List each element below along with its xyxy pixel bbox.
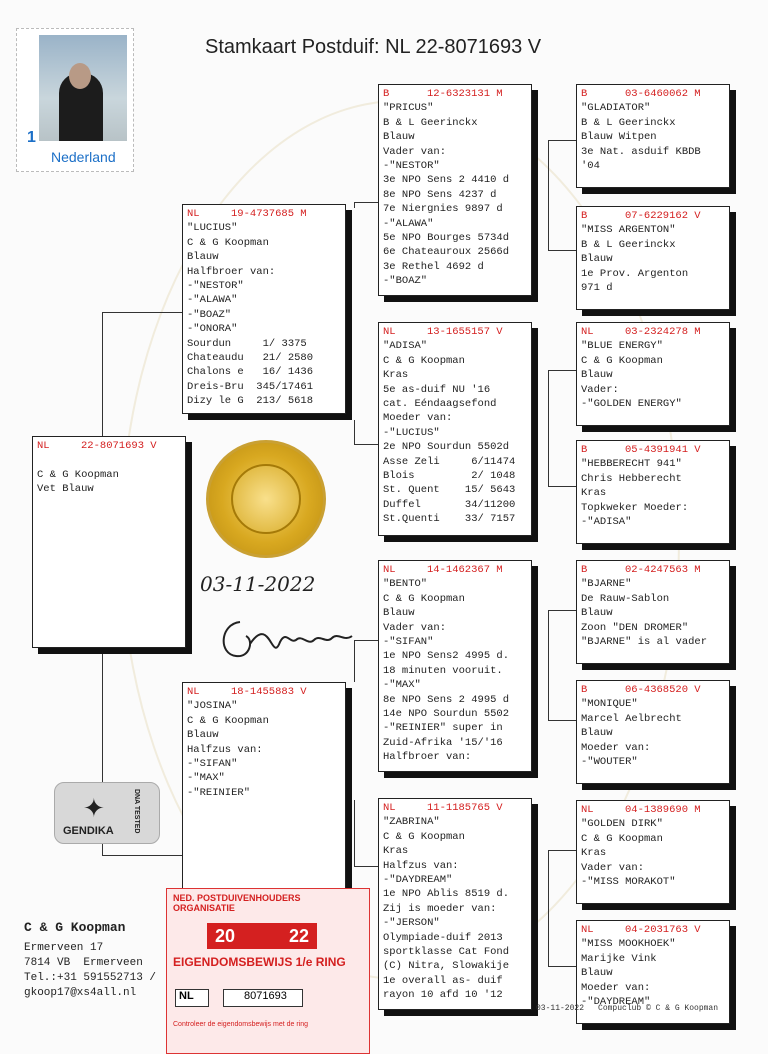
card-line: -"BOAZ" (383, 275, 428, 288)
card-line: -"ALAWA" (383, 217, 434, 230)
card-ring-number: 04-1389690 M (625, 804, 701, 816)
card-header (383, 563, 527, 577)
pedigree-card-fm (378, 322, 532, 536)
card-line: -"WOUTER" (581, 756, 638, 769)
card-ring-number: 22-8071693 V (81, 440, 157, 452)
card-header (581, 683, 725, 697)
card-ring-number: 12-6323131 M (427, 88, 503, 100)
card-country: NL (187, 686, 200, 698)
card-country: B (581, 210, 588, 222)
card-line: Vader van: (383, 621, 447, 634)
card-header (581, 87, 725, 101)
connector-line (548, 610, 549, 720)
card-line: Topkweker Moeder: (581, 501, 689, 514)
certificate-title: EIGENDOMSBEWIJS 1/e RING (173, 955, 346, 969)
card-line: "BJARNE" is al vader (581, 636, 708, 649)
certificate-year (207, 923, 317, 949)
card-line: -"ONORA" (187, 323, 238, 336)
card-line: C & G Koopman (187, 236, 269, 249)
card-ring-number: 18-1455883 V (231, 686, 307, 698)
certificate-country: NL (175, 989, 209, 1007)
ownership-certificate (166, 888, 370, 1054)
card-line: C & G Koopman (383, 830, 465, 843)
card-line: 14e NPO Sourdun 5502 (383, 708, 510, 721)
postage-stamp (16, 28, 134, 172)
connector-line (354, 420, 355, 444)
card-line: "HEBBERECHT 941" (581, 458, 682, 471)
card-header (581, 325, 725, 339)
owner-block (24, 920, 156, 1001)
card-line: "BLUE ENERGY" (581, 340, 663, 353)
footer-credit: Compuclub © C & G Koopman (598, 1004, 719, 1013)
card-header (581, 443, 725, 457)
card-ring-number: 14-1462367 M (427, 564, 503, 576)
card-line: Blauw (383, 131, 415, 144)
card-line: -"SIFAN" (383, 636, 434, 649)
card-line: -"MAX" (187, 772, 225, 785)
card-line: St.Quenti 33/ 7157 (383, 513, 516, 526)
card-line: C & G Koopman (187, 714, 269, 727)
card-ring-number: 04-2031763 V (625, 924, 701, 936)
card-line: Halfzus van: (383, 859, 459, 872)
connector-line (548, 850, 576, 851)
card-line: B & L Geerinckx (383, 116, 478, 129)
footer (536, 1004, 718, 1013)
card-header (581, 209, 725, 223)
card-line: Zij is moeder van: (383, 902, 497, 915)
card-line: 1e NPO Ablis 8519 d. (383, 888, 510, 901)
card-line: "GLADIATOR" (581, 102, 651, 115)
card-line: C & G Koopman (383, 592, 465, 605)
card-line: -"REINIER" (187, 786, 251, 799)
card-line: rayon 10 afd 10 '12 (383, 989, 503, 1002)
card-line: 6e Chateauroux 2566d (383, 246, 510, 259)
card-ring-number: 03-2324278 M (625, 326, 701, 338)
card-country: B (581, 444, 588, 456)
card-line: "ADISA" (383, 340, 428, 353)
card-line: Sourdun 1/ 3375 (187, 337, 307, 350)
year-right: 22 (288, 925, 309, 946)
card-line: 8e NPO Sens 2 4995 d (383, 693, 510, 706)
connector-line (548, 370, 576, 371)
card-line: 7e Niergnies 9897 d (383, 203, 503, 216)
owner-address-line: gkoop17@xs4all.nl (24, 987, 137, 999)
card-line: Moeder van: (383, 412, 453, 425)
card-header (37, 439, 181, 453)
connector-line (548, 140, 576, 141)
card-country: B (581, 88, 588, 100)
card-line: Kras (581, 847, 607, 860)
card-country: NL (383, 802, 396, 814)
card-line: Blauw (581, 369, 613, 382)
owner-address (24, 941, 156, 1001)
certificate-note: Controleer de eigendomsbewijs met de ring (173, 1021, 309, 1028)
card-line: 5e as-duif NU '16 (383, 383, 491, 396)
card-line: Vader van: (383, 145, 447, 158)
owner-address-line: Tel.:+31 591552713 / (24, 972, 157, 984)
card-line: 1e NPO Sens2 4995 d. (383, 650, 510, 663)
card-line: Dreis-Bru 345/17461 (187, 380, 314, 393)
card-line (37, 453, 181, 467)
pedigree-card-fff (576, 84, 730, 188)
card-line: -"DAYDREAM" (383, 874, 453, 887)
stamp-country: Nederland (51, 149, 116, 165)
card-line: 1e Prov. Argenton (581, 267, 689, 280)
connector-line (354, 866, 378, 867)
card-line: -"LUCIUS" (383, 426, 440, 439)
card-line: -"SIFAN" (187, 758, 238, 771)
card-line: -"NESTOR" (383, 160, 440, 173)
card-line: B & L Geerinckx (581, 116, 676, 129)
dna-tested-badge (54, 782, 160, 844)
dna-label: DNA TESTED (133, 789, 140, 834)
connector-line (548, 610, 576, 611)
connector-line (354, 444, 378, 445)
pedigree-card-mother (182, 682, 346, 890)
card-ring-number: 05-4391941 V (625, 444, 701, 456)
card-line: "BJARNE" (581, 578, 632, 591)
card-line: Olympiade-duif 2013 (383, 931, 503, 944)
card-line: -"MISS MORAKOT" (581, 876, 676, 889)
card-line: -"DAYDREAM" (581, 996, 651, 1009)
card-line: -"NESTOR" (187, 280, 244, 293)
card-line: 5e NPO Bourges 5734d (383, 232, 510, 245)
card-line: Halfbroer van: (187, 265, 276, 278)
connector-line (548, 966, 576, 967)
card-country: B (581, 564, 588, 576)
connector-line (102, 312, 103, 438)
card-line: Marcel Aelbrecht (581, 712, 682, 725)
card-country: NL (383, 564, 396, 576)
year-left: 20 (215, 925, 236, 946)
card-line: "MISS ARGENTON" (581, 224, 676, 237)
card-ring-number: 13-1655157 V (427, 326, 503, 338)
connector-line (548, 720, 576, 721)
card-line: 3e NPO Sens 2 4410 d (383, 174, 510, 187)
card-line: B & L Geerinckx (581, 238, 676, 251)
connector-line (548, 850, 549, 966)
pedigree-card-mfm (576, 680, 730, 784)
card-line: Duffel 34/11200 (383, 498, 516, 511)
owner-name: C & G Koopman (24, 920, 126, 935)
card-line: "LUCIUS" (187, 222, 238, 235)
footer-date: 03-11-2022 (536, 1004, 585, 1013)
stamp-photo (39, 35, 127, 141)
card-header (187, 685, 341, 699)
card-line: 3e Nat. asduif KBDB (581, 145, 701, 158)
card-ring-number: 02-4247563 M (625, 564, 701, 576)
card-line: Vader: (581, 383, 619, 396)
card-country: NL (383, 326, 396, 338)
pedigree-card-mm (378, 798, 532, 1010)
card-line: Blauw (187, 729, 219, 742)
card-line: "BENTO" (383, 578, 428, 591)
card-line: -"ADISA" (581, 516, 632, 529)
card-header (383, 87, 527, 101)
card-line: Asse Zeli 6/11474 (383, 455, 516, 468)
stamp-value: 1 (27, 129, 36, 146)
card-line: Blauw (187, 251, 219, 264)
card-header (187, 207, 341, 221)
card-line: 18 minuten vooruit. (383, 664, 503, 677)
card-line: Blauw (581, 967, 613, 980)
card-line: Zuid-Afrika '15/'16 (383, 736, 503, 749)
card-line: Dizy le G 213/ 5618 (187, 395, 314, 408)
card-line: C & G Koopman (37, 468, 119, 481)
card-line: Halfbroer van: (383, 751, 472, 764)
card-line: -"JERSON" (383, 917, 440, 930)
card-line: sportklasse Cat Fond (383, 946, 510, 959)
pedigree-card-mmf (576, 800, 730, 904)
card-ring-number: 11-1185765 V (427, 802, 503, 814)
card-line: Blauw Witpen (581, 131, 657, 144)
card-line: Blois 2/ 1048 (383, 470, 516, 483)
card-line: '04 (581, 160, 600, 173)
card-line: C & G Koopman (581, 354, 663, 367)
card-line: Chris Hebberecht (581, 472, 682, 485)
card-line: 2e NPO Sourdun 5502d (383, 441, 510, 454)
card-ring-number: 07-6229162 V (625, 210, 701, 222)
card-line: Zoon "DEN DROMER" (581, 621, 689, 634)
card-line: Kras (383, 369, 409, 382)
card-line: Vet Blauw (37, 483, 94, 496)
card-line: -"BOAZ" (187, 308, 232, 321)
card-line: Blauw (581, 727, 613, 740)
card-line: 971 d (581, 282, 613, 295)
pedigree-card-mf (378, 560, 532, 772)
bird-icon: ✦ (83, 793, 105, 823)
card-line: St. Quent 15/ 5643 (383, 484, 516, 497)
card-header (581, 923, 725, 937)
connector-line (548, 486, 576, 487)
card-line: -"ALAWA" (187, 294, 238, 307)
card-line: "JOSINA" (187, 700, 238, 713)
connector-line (354, 202, 378, 203)
card-line: 8e NPO Sens 4237 d (383, 188, 497, 201)
card-country: NL (187, 208, 200, 220)
pedigree-card-fmm (576, 440, 730, 544)
card-header (383, 801, 527, 815)
card-header (581, 563, 725, 577)
card-line: -"GOLDEN ENERGY" (581, 398, 682, 411)
pedigree-card-ffm (576, 206, 730, 310)
connector-line (548, 250, 576, 251)
card-line: "MISS MOOKHOEK" (581, 938, 676, 951)
card-ring-number: 06-4368520 V (625, 684, 701, 696)
connector-line (354, 800, 355, 866)
handwritten-date: 03-11-2022 (200, 572, 316, 596)
page-title: Stamkaart Postduif: NL 22-8071693 V (205, 36, 542, 58)
certificate-org: NED. POSTDUIVENHOUDERS ORGANISATIE (173, 893, 301, 913)
card-line: Blauw (581, 253, 613, 266)
card-line: Halfzus van: (187, 743, 263, 756)
card-line: Kras (383, 845, 409, 858)
card-line: Vader van: (581, 861, 645, 874)
card-line: De Rauw-Sablon (581, 592, 670, 605)
signature (210, 604, 370, 668)
card-line: C & G Koopman (383, 354, 465, 367)
gold-seal (206, 440, 326, 558)
card-line: 3e Rethel 4692 d (383, 260, 484, 273)
card-line: (C) Nitra, Slowakije (383, 960, 510, 973)
pedigree-card-father (182, 204, 346, 414)
owner-address-line: 7814 VB Ermerveen (24, 957, 143, 969)
pedigree-card-fmf (576, 322, 730, 426)
owner-address-line: Ermerveen 17 (24, 942, 104, 954)
card-line: C & G Koopman (581, 832, 663, 845)
card-country: NL (581, 804, 594, 816)
connector-line (548, 370, 549, 486)
card-line: -"MAX" (383, 679, 421, 692)
card-line: "GOLDEN DIRK" (581, 818, 663, 831)
card-country: NL (581, 326, 594, 338)
pedigree-card-subject (32, 436, 186, 648)
connector-line (548, 140, 549, 250)
card-line: Marijke Vink (581, 952, 657, 965)
card-country: NL (581, 924, 594, 936)
connector-line (102, 855, 182, 856)
card-line: Moeder van: (581, 981, 651, 994)
card-line: 1e overall as- duif (383, 974, 503, 987)
card-line: -"REINIER" super in (383, 722, 503, 735)
card-country: NL (37, 440, 50, 452)
card-line: Blauw (581, 607, 613, 620)
connector-line (354, 202, 355, 208)
certificate-ring: 8071693 (223, 989, 303, 1007)
dna-brand: GENDIKA (63, 825, 114, 837)
card-line: "ZABRINA" (383, 816, 440, 829)
card-line: Chalons e 16/ 1436 (187, 366, 314, 379)
pedigree-card-ff (378, 84, 532, 296)
card-line: "PRICUS" (383, 102, 434, 115)
card-line: cat. Eéndaagsefond (383, 398, 497, 411)
card-line: "MONIQUE" (581, 698, 638, 711)
card-line: Blauw (383, 607, 415, 620)
card-line: Moeder van: (581, 741, 651, 754)
card-line: Kras (581, 487, 607, 500)
card-country: B (581, 684, 588, 696)
connector-line (102, 312, 182, 313)
card-line: Chateaudu 21/ 2580 (187, 352, 314, 365)
card-header (383, 325, 527, 339)
pedigree-card-mff (576, 560, 730, 664)
card-ring-number: 03-6460062 M (625, 88, 701, 100)
card-ring-number: 19-4737685 M (231, 208, 307, 220)
card-country: B (383, 88, 390, 100)
card-header (581, 803, 725, 817)
